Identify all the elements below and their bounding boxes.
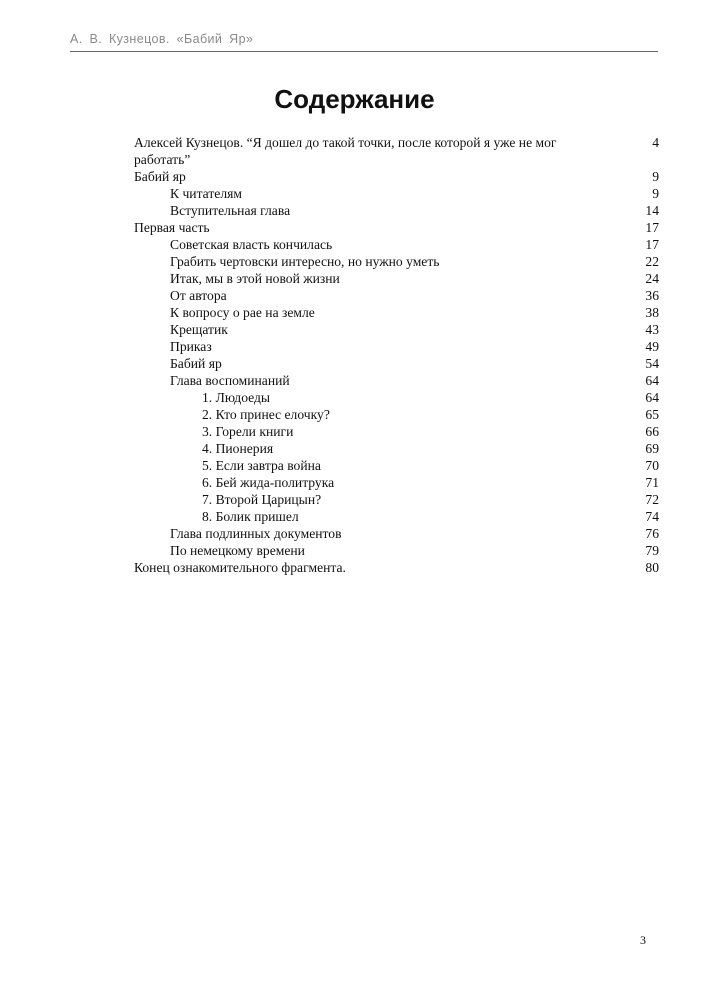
toc-entry-title: 6. Бей жида-политрука bbox=[202, 475, 335, 490]
toc-entry-title: Крещатик bbox=[170, 322, 228, 337]
toc-entry-title: От автора bbox=[170, 288, 227, 303]
toc-entry-page: 64 bbox=[645, 373, 659, 388]
toc-entry-title: Глава воспоминаний bbox=[170, 373, 290, 388]
toc-entry[interactable] bbox=[134, 542, 659, 559]
toc-entry-title: Бабий яр bbox=[170, 356, 222, 371]
toc-entry-title: Глава подлинных документов bbox=[170, 526, 342, 541]
toc-entry-page: 80 bbox=[645, 560, 659, 575]
table-of-contents bbox=[134, 134, 659, 576]
page-title: Содержание bbox=[274, 84, 435, 114]
toc-entry[interactable] bbox=[134, 185, 659, 202]
toc-entry-title: Первая часть bbox=[134, 220, 210, 235]
toc-entry-title: Советская власть кончилась bbox=[170, 237, 333, 252]
toc-entry-title: К вопросу о рае на земле bbox=[170, 305, 315, 320]
toc-entry-page: 66 bbox=[645, 424, 659, 439]
toc-entry-page: 17 bbox=[645, 220, 659, 235]
toc-entry-page: 14 bbox=[645, 203, 659, 218]
toc-entry[interactable] bbox=[134, 168, 659, 185]
toc-entry-page: 4 bbox=[652, 135, 659, 150]
toc-entry[interactable] bbox=[134, 423, 659, 440]
toc-entry[interactable] bbox=[134, 304, 659, 321]
toc-entry[interactable] bbox=[134, 321, 659, 338]
toc-entry-page: 24 bbox=[645, 271, 659, 286]
toc-entry-title: 5. Если завтра война bbox=[202, 458, 321, 473]
toc-entry-title: 2. Кто принес елочку? bbox=[202, 407, 330, 422]
toc-entry-title: По немецкому времени bbox=[170, 543, 305, 558]
toc-entry-page: 22 bbox=[645, 254, 659, 269]
toc-entry-page: 38 bbox=[645, 305, 659, 320]
toc-entry[interactable] bbox=[134, 372, 659, 389]
toc-entry[interactable] bbox=[134, 287, 659, 304]
toc-entry-title: 4. Пионерия bbox=[202, 441, 274, 456]
toc-entry-page: 49 bbox=[645, 339, 659, 354]
toc-entry-title: 1. Людоеды bbox=[202, 390, 271, 405]
toc-entry-title: Вступительная глава bbox=[170, 203, 291, 218]
toc-entry[interactable] bbox=[134, 389, 659, 406]
toc-entry-title: Алексей Кузнецов. “Я дошел до такой точки, после которой я уже не мог работать” bbox=[134, 135, 557, 167]
toc-entry-page: 70 bbox=[645, 458, 659, 473]
toc-entry[interactable] bbox=[134, 219, 659, 236]
toc-entry[interactable] bbox=[134, 134, 659, 168]
toc-entry-title: 3. Горели книги bbox=[202, 424, 294, 439]
toc-entry-page: 79 bbox=[645, 543, 659, 558]
toc-entry[interactable] bbox=[134, 559, 659, 576]
toc-entry-title: Бабий яр bbox=[134, 169, 186, 184]
toc-entry[interactable] bbox=[134, 491, 659, 508]
running-header: А. В. Кузнецов. «Бабий Яр» bbox=[70, 32, 254, 46]
toc-entry-title: 8. Болик пришел bbox=[202, 509, 299, 524]
toc-entry-page: 71 bbox=[645, 475, 659, 490]
toc-entry[interactable] bbox=[134, 338, 659, 355]
toc-entry[interactable] bbox=[134, 270, 659, 287]
toc-entry-title: Итак, мы в этой новой жизни bbox=[170, 271, 340, 286]
toc-entry-page: 9 bbox=[652, 169, 659, 184]
toc-entry[interactable] bbox=[134, 236, 659, 253]
toc-entry-page: 76 bbox=[645, 526, 659, 541]
toc-entry[interactable] bbox=[134, 355, 659, 372]
toc-entry[interactable] bbox=[134, 457, 659, 474]
toc-entry-page: 17 bbox=[645, 237, 659, 252]
toc-entry-title: К читателям bbox=[170, 186, 242, 201]
toc-entry-page: 64 bbox=[645, 390, 659, 405]
toc-entry-title: Приказ bbox=[170, 339, 212, 354]
toc-entry[interactable] bbox=[134, 474, 659, 491]
toc-entry-page: 69 bbox=[645, 441, 659, 456]
header-divider bbox=[70, 51, 658, 52]
toc-entry-page: 74 bbox=[645, 509, 659, 524]
toc-entry-page: 65 bbox=[645, 407, 659, 422]
toc-entry-page: 54 bbox=[645, 356, 659, 371]
toc-entry[interactable] bbox=[134, 253, 659, 270]
toc-entry-title: Грабить чертовски интересно, но нужно уметь bbox=[170, 254, 440, 269]
toc-entry[interactable] bbox=[134, 508, 659, 525]
toc-entry[interactable] bbox=[134, 525, 659, 542]
toc-entry-title: 7. Второй Царицын? bbox=[202, 492, 322, 507]
toc-entry-page: 36 bbox=[645, 288, 659, 303]
toc-entry[interactable] bbox=[134, 202, 659, 219]
toc-entry[interactable] bbox=[134, 406, 659, 423]
toc-entry-title: Конец ознакомительного фрагмента. bbox=[134, 560, 346, 575]
toc-entry-page: 43 bbox=[645, 322, 659, 337]
toc-entry-page: 72 bbox=[645, 492, 659, 507]
toc-entry[interactable] bbox=[134, 440, 659, 457]
page-number: 3 bbox=[640, 933, 646, 947]
toc-entry-page: 9 bbox=[652, 186, 659, 201]
